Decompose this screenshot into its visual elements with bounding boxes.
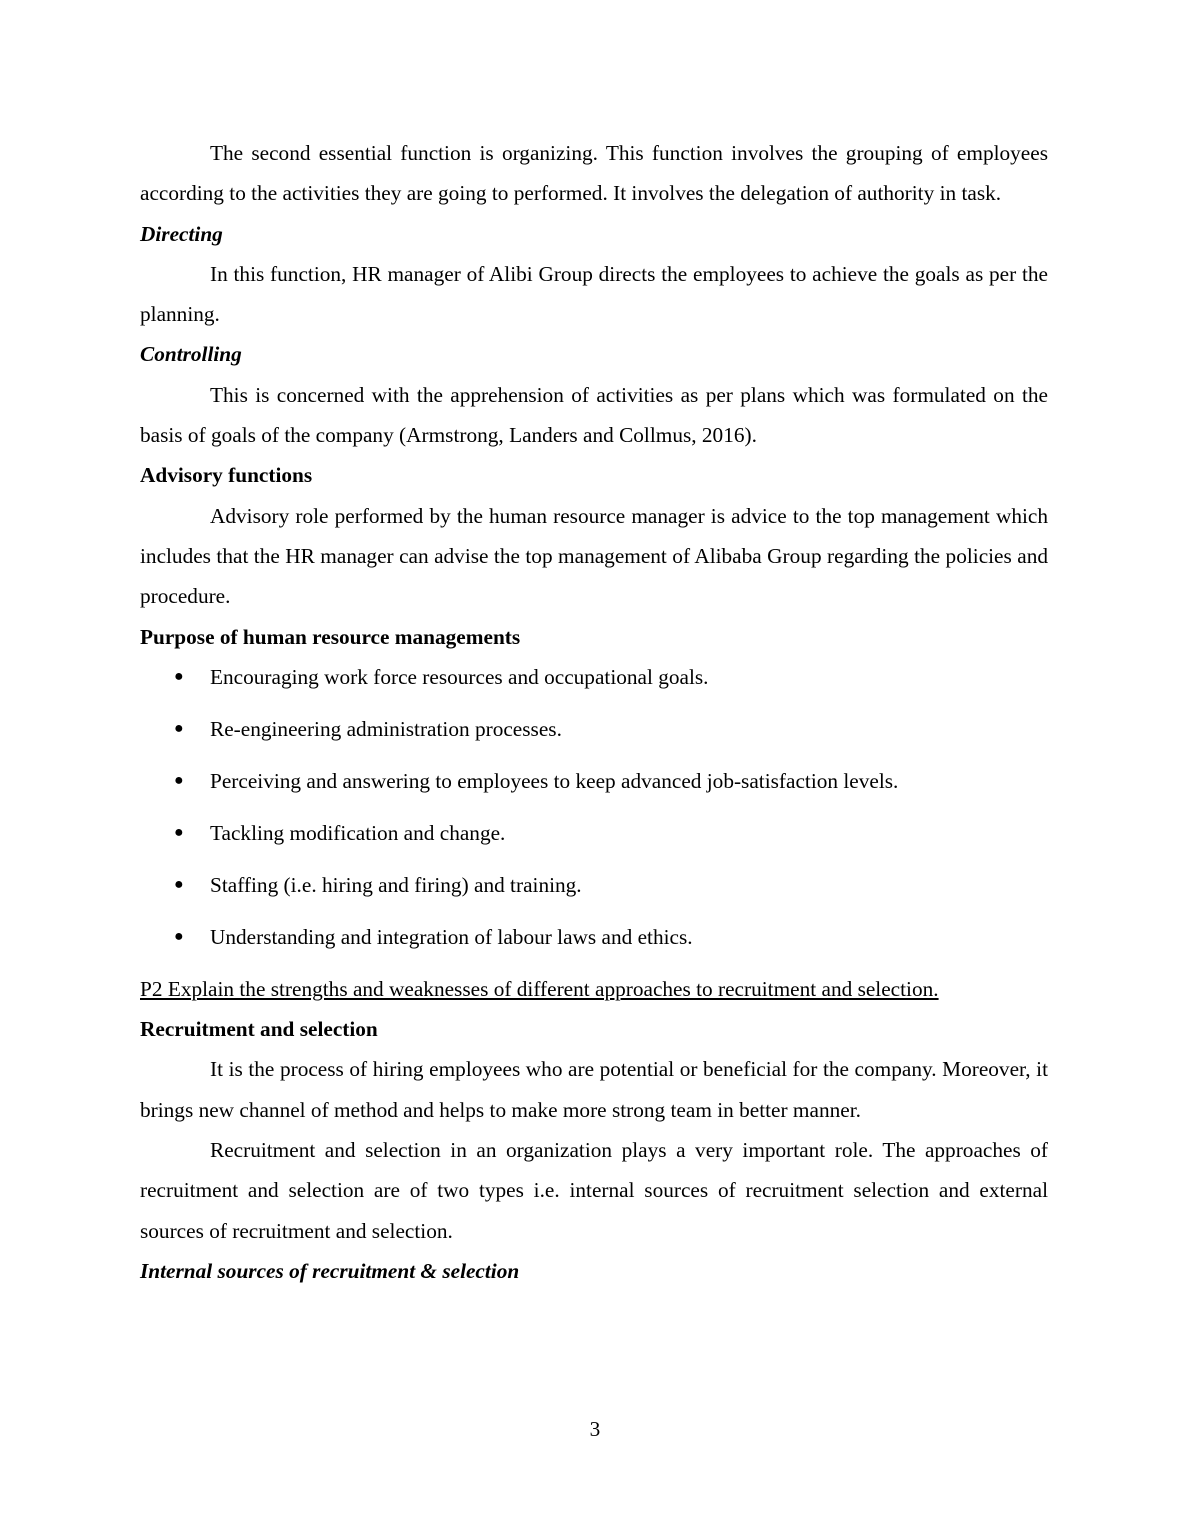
list-item: ● Tackling modification and change. <box>140 807 1048 859</box>
heading-directing: Directing <box>140 221 223 246</box>
paragraph-advisory: Advisory role performed by the human resource manager is advice to the top management which includes that the HR manager can advise the top management of Alibaba Group regarding the policies and procedure. <box>140 503 1048 609</box>
list-item: ● Re-engineering administration processes. <box>140 703 1048 755</box>
bullet-icon: ● <box>174 823 184 841</box>
list-item: ● Perceiving and answering to employees to keep advanced job-satisfaction levels. <box>140 755 1048 807</box>
bullet-icon: ● <box>174 667 184 685</box>
list-item: ● Encouraging work force resources and occupational goals. <box>140 651 1048 703</box>
document-body <box>140 133 1048 1291</box>
paragraph-controlling: This is concerned with the apprehension of activities as per plans which was formulated on the basis of goals of the company (Armstrong, Landers and Collmus, 2016). <box>140 382 1048 448</box>
list-item: ● Understanding and integration of labour laws and ethics. <box>140 911 1048 963</box>
purpose-list <box>140 651 1048 963</box>
page-number: 3 <box>589 1417 601 1441</box>
bullet-icon: ● <box>174 875 184 893</box>
bullet-icon: ● <box>174 771 184 789</box>
list-item: ● Staffing (i.e. hiring and firing) and training. <box>140 859 1048 911</box>
bullet-icon: ● <box>174 719 184 737</box>
heading-recruitment: Recruitment and selection <box>140 1017 378 1042</box>
heading-advisory: Advisory functions <box>140 463 313 488</box>
heading-controlling: Controlling <box>140 342 242 367</box>
heading-purpose: Purpose of human resource managements <box>140 624 521 649</box>
paragraph-recruitment-1: It is the process of hiring employees who are potential or beneficial for the company. Moreover, it brings new channel of method and helps to make more strong team in better manner. <box>140 1057 1048 1122</box>
paragraph-recruitment-2: Recruitment and selection in an organization plays a very important role. The approaches of recruitment and selection are of two types i.e. internal sources of recruitment selection and external sources of recruitment and selection. <box>140 1138 1048 1243</box>
bullet-icon: ● <box>174 927 184 945</box>
heading-internal-sources: Internal sources of recruitment & selection <box>140 1258 520 1283</box>
heading-p2: P2 Explain the strengths and weaknesses of different approaches to recruitment and selection. <box>140 976 939 1001</box>
paragraph-organizing: The second essential function is organizing. This function involves the grouping of employees according to the activities they are going to performed. It involves the delegation of authority in task. <box>140 141 1048 206</box>
paragraph-directing: In this function, HR manager of Alibi Group directs the employees to achieve the goals as per the planning. <box>140 261 1048 327</box>
